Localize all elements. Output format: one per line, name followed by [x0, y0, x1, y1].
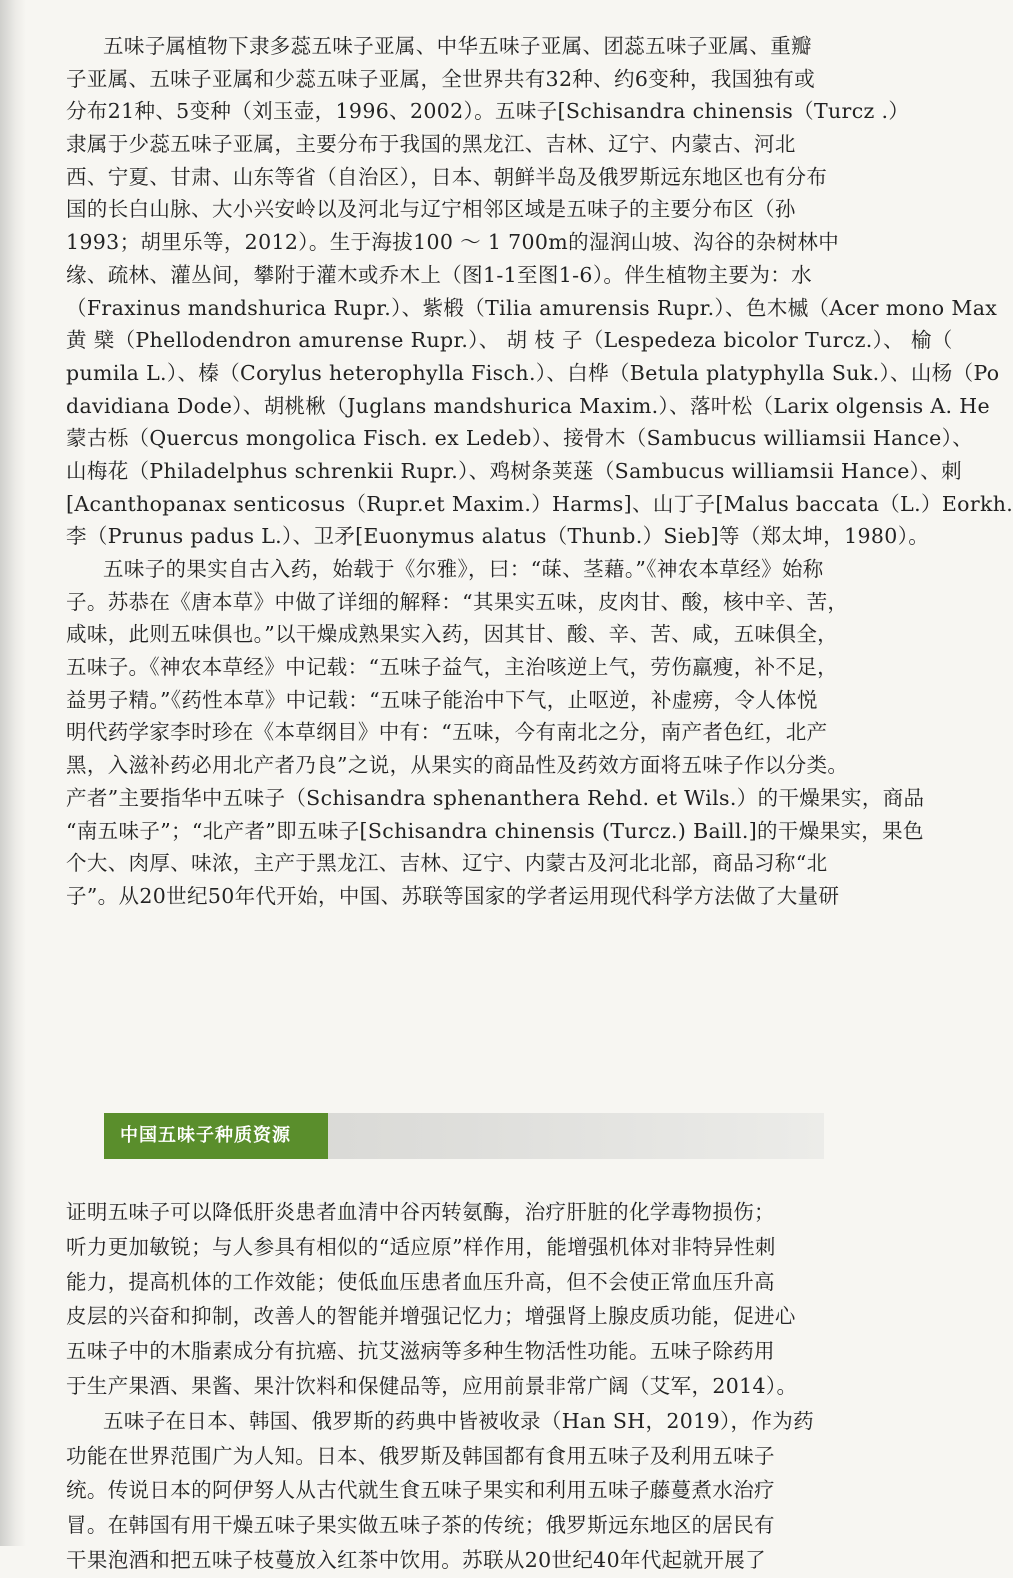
text-line: （Fraxinus mandshurica Rupr.）、紫椴（Tilia amurensis Rupr.）、色木槭（Acer mono Max [66, 295, 998, 320]
text-line: 咸味，此则五味俱也。”以干燥成熟果实入药，因其甘、酸、辛、苦、咸，五味俱全， [66, 622, 839, 647]
text-line: 于生产果酒、果酱、果汁饮料和保健品等，应用前景非常广阔（艾军，2014）。 [66, 1373, 798, 1398]
text-line: 子亚属、五味子亚属和少蕊五味子亚属，全世界共有32种、约6变种，我国独有或 [66, 66, 816, 91]
text-line: 子”。从20世纪50年代开始，中国、苏联等国家的学者运用现代科学方法做了大量研 [66, 883, 840, 908]
text-line: pumila L.）、榛（Corylus heterophylla Fisch.）、白桦（Betula platyphylla Suk.）、山杨（Po [66, 360, 1000, 385]
text-line: 冒。在韩国有用干燥五味子果实做五味子茶的传统；俄罗斯远东地区的居民有 [66, 1513, 775, 1538]
lower-text-block [66, 1195, 826, 1578]
text-line: 统。传说日本的阿伊努人从古代就生食五味子果实和利用五味子藤蔓煮水治疗 [66, 1478, 775, 1503]
text-line: davidiana Dode）、胡桃楸（Juglans mandshurica Maxim.）、落叶松（Larix olgensis A. He [66, 393, 990, 418]
text-line: 五味子。《神农本草经》中记载：“五味子益气，主治咳逆上气，劳伤羸瘦，补不足， [66, 655, 839, 680]
text-line: 西、宁夏、甘肃、山东等省（自治区），日本、朝鲜半岛及俄罗斯远东地区也有分布 [66, 164, 828, 189]
text-line: 1993；胡里乐等，2012）。生于海拔100 ～ 1 700m的湿润山坡、沟谷的杂树林中 [66, 230, 840, 255]
text-line: 分布21种、5变种（刘玉壶，1996、2002）。五味子[Schisandra chinensis（Turcz .） [66, 99, 910, 124]
text-line: 子。苏恭在《唐本草》中做了详细的解释：“其果实五味，皮肉甘、酸，核中辛、苦， [66, 589, 849, 614]
text-line: 皮层的兴奋和抑制，改善人的智能并增强记忆力；增强肾上腺皮质功能，促进心 [66, 1304, 796, 1329]
text-line: 能力，提高机体的工作效能；使低血压患者血压升高，但不会使正常血压升高 [66, 1269, 775, 1294]
text-line: 功能在世界范围广为人知。日本、俄罗斯及韩国都有食用五味子及利用五味子 [66, 1443, 775, 1468]
text-line: 黄 檗（Phellodendron amurense Rupr.）、 胡 枝 子（Lespedeza bicolor Turcz.）、 榆（ [66, 328, 953, 353]
text-line: [Acanthopanax senticosus（Rupr.et Maxim.）Harms]、山丁子[Malus baccata（L.）Eorkh. [66, 491, 1013, 516]
text-line: “南五味子”；“北产者”即五味子[Schisandra chinensis (Turcz.) Baill.]的干燥果实，果色 [66, 818, 924, 843]
text-line: 隶属于少蕊五味子亚属，主要分布于我国的黑龙江、吉林、辽宁、内蒙古、河北 [66, 132, 796, 157]
text-line: 山梅花（Philadelphus schrenkii Rupr.）、鸡树条荚蒾（Sambucus williamsii Hance）、刺 [66, 458, 962, 483]
text-line: 黑，入滋补药必用北产者乃良”之说，从果实的商品性及药效方面将五味子作以分类。 [66, 753, 849, 778]
text-line: 国的长白山脉、大小兴安岭以及河北与辽宁相邻区域是五味子的主要分布区（孙 [66, 197, 796, 222]
text-line: 产者”主要指华中五味子（Schisandra sphenanthera Rehd. et Wils.）的干燥果实，商品 [66, 785, 925, 810]
text-line: 听力更加敏锐；与人参具有相似的“适应原”样作用，能增强机体对非特异性刺 [66, 1234, 776, 1259]
text-line: 李（Prunus padus L.）、卫矛[Euonymus alatus（Thunb.）Sieb]等（郑太坤，1980）。 [66, 524, 930, 549]
text-line: 蒙古栎（Quercus mongolica Fisch. ex Ledeb）、接骨木（Sambucus williamsii Hance）、 [66, 426, 974, 451]
section-title: 中国五味子种质资源 [104, 1113, 328, 1159]
upper-text-block [66, 30, 1013, 913]
text-line: 个大、肉厚、味浓，主产于黑龙江、吉林、辽宁、内蒙古及河北北部，商品习称“北 [66, 851, 828, 876]
text-line: 五味子属植物下隶多蕊五味子亚属、中华五味子亚属、团蕊五味子亚属、重瓣 [103, 34, 812, 58]
text-line: 缘、疏林、灌丛间，攀附于灌木或乔木上（图1-1至图1-6）。伴生植物主要为：水 [66, 262, 812, 287]
text-line: 五味子中的木脂素成分有抗癌、抗艾滋病等多种生物活性功能。五味子除药用 [66, 1339, 775, 1364]
text-line: 干果泡酒和把五味子枝蔓放入红茶中饮用。苏联从20世纪40年代起就开展了 [66, 1547, 766, 1572]
text-line: 益男子精。”《药性本草》中记载：“五味子能治中下气，止呕逆，补虚痨，令人体悦 [66, 687, 818, 712]
page-gutter-shadow [0, 0, 26, 1546]
text-line: 五味子在日本、韩国、俄罗斯的药典中皆被收录（Han SH，2019），作为药 [103, 1408, 814, 1433]
text-line: 五味子的果实自古入药，始载于《尔雅》，曰：“菋、茎藉。”《神农本草经》始称 [103, 557, 824, 581]
text-line: 明代药学家李时珍在《本草纲目》中有：“五味，今有南北之分，南产者色红，北产 [66, 720, 828, 745]
text-line: 证明五味子可以降低肝炎患者血清中谷丙转氨酶，治疗肝脏的化学毒物损伤； [66, 1200, 775, 1224]
